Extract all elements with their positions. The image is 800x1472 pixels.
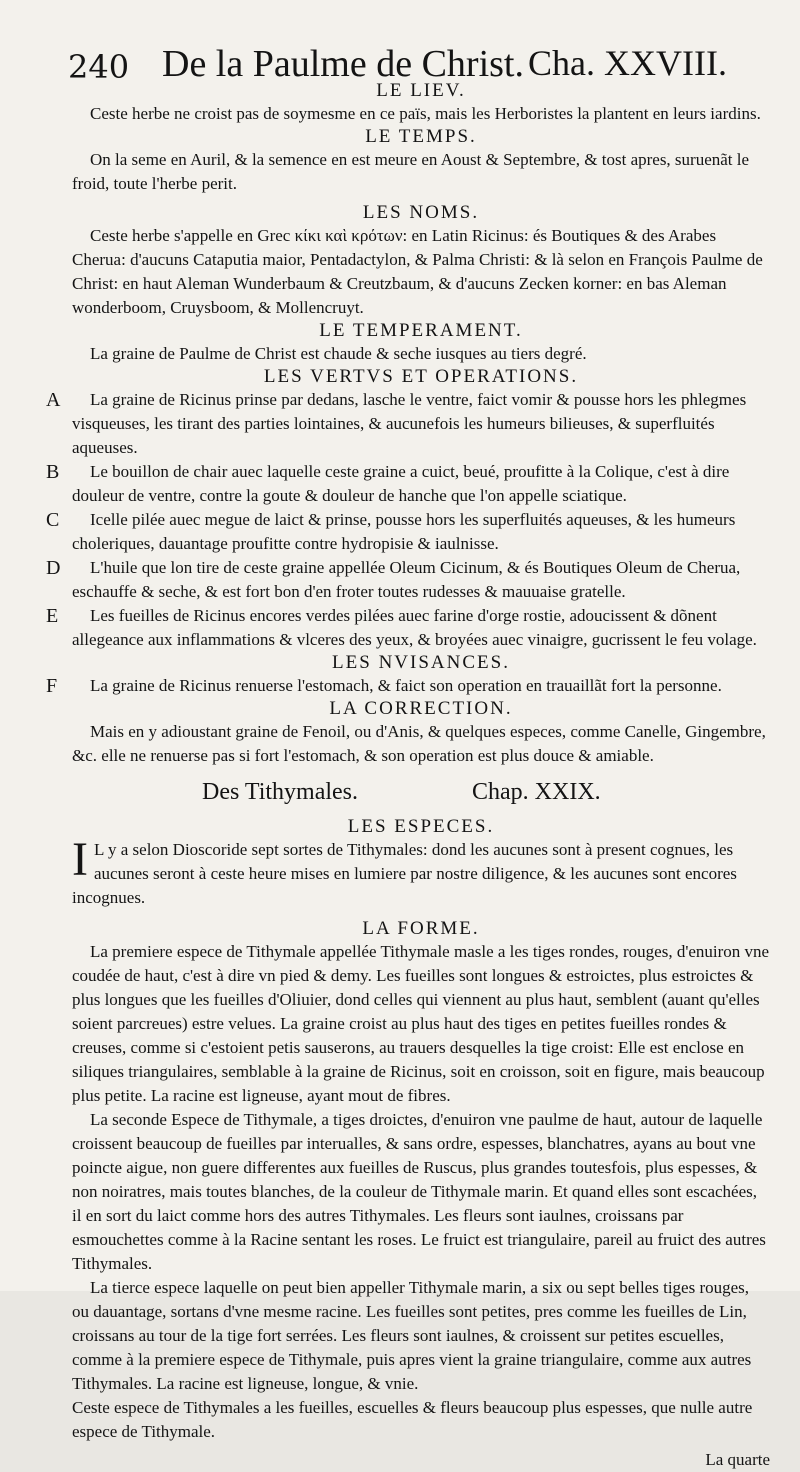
chapter-label: Chap. XXIX. [472,779,601,805]
heading-correction: LA CORRECTION. [329,698,513,719]
text-especes [72,833,770,910]
margin-letter: A [46,389,61,411]
vertu-text: Le bouillon de chair auec laquelle ceste graine a cuict, beué, proufitte à la Colique, c'est à dire douleur de ventre, contre la goute & douleur de hanche que l'on appelle sciatique. [72,462,730,505]
heading-temperament: LE TEMPERAMENT. [319,320,523,341]
heading-temps: LE TEMPS. [365,126,477,147]
page-body [46,80,770,1472]
text-noms: Ceste herbe s'appelle en Grec κίκι καὶ κρότων: en Latin Ricinus: és Boutiques & des Arabes Cherua: d'aucuns Cataputia maior, Pentadactylon, & Palma Christi: & là selon en François Paulme de Christ: en haut Aleman Wunderbaum & Creutzbaum, & d'aucuns Zecken korner: en bas Aleman wonderboom, Cruysboom, & Mollencruyt. [72,226,763,317]
chapter-heading [72,780,770,816]
forme-paragraph: Ceste espece de Tithymales a les fueilles, escuelles & fleurs beaucoup plus espesses, que nulle autre espece de Tithymale. [72,1398,753,1441]
margin-letter: F [46,675,58,697]
text-correction: Mais en y adioustant graine de Fenoil, ou d'Anis, & quelques especes, comme Canelle, Gingembre, &c. elle ne renuerse pas si fort l'estomach, & son operation est plus douce & amiable. [72,722,766,765]
text-nuisances: La graine de Ricinus renuerse l'estomach, & faict son operation en trauaillãt fort la personne. [90,676,722,695]
heading-forme: LA FORME. [362,918,480,939]
nuisance-item [46,674,770,698]
catchword: La quarte [705,1450,770,1469]
forme-paragraph: La seconde Espece de Tithymale, a tiges droictes, d'enuiron vne paulme de haut, autour de laquelle croissent beaucoup de fueilles par interualles, & sans ordre, espesses, blanchatres, ayans au bout vne poincte aigue, non guere differentes aux fueilles de Ruscus, plus grandes toutesfois, plus espesses, & non noiratres, mais toutes blanches, de la couleur de Tithymale marin. Et quand elles sont escachées, il en sort du laict comme hors des autres Tithymales. Les fleurs sont iaulnes, croissans par esmouchettes comme à la Racine sentant les roses. Le fruict est triangulaire, pareil au fruict des autres Tithymales. [72,1110,766,1273]
margin-letter: E [46,605,59,627]
text-temperament: La graine de Paulme de Christ est chaude & seche iusques au tiers degré. [90,344,587,363]
vertu-item [46,556,770,604]
text-lieu: Ceste herbe ne croist pas de soymesme en ce païs, mais les Herboristes la plantent en leurs iardins. [90,104,761,123]
running-title: De la Paulme de Christ. [162,43,524,85]
forme-paragraph: La premiere espece de Tithymale appellée Tithymale masle a les tiges rondes, rouges, d'enuiron vne coudée de haut, c'est à dire vn pied & demy. Les fueilles sont longues & estroictes, plus estroictes & plus longues que les fueilles d'Oliuier, dond celles qui viennent au plus haut, semblent (auant qu'elles soient parcreues) estre velues. La graine croist au plus haut des tiges en petites fueilles rondes & creuses, comme si c'estoient petis sauserons, au trauers desquelles la tige croist: Elle est enclose en siliques triangulaires, semblable à la graine de Ricinus, soit en croisson, soit en figure, mais beaucoup plus petite. La racine est ligneuse, ayant mout de fibres. [72,942,770,1105]
chapter-title: Des Tithymales. [202,779,359,805]
margin-letter: C [46,509,60,531]
heading-noms: LES NOMS. [362,202,480,223]
heading-vertus: LES VERTVS ET OPERATIONS. [263,366,579,387]
drop-cap: I [72,833,88,886]
vertu-item [46,508,770,556]
vertu-item [46,604,770,652]
vertu-item [46,460,770,508]
text-temps: On la seme en Auril, & la semence en est meure en Aoust & Septembre, & tost apres, suruenãt le froid, toute l'herbe perit. [72,150,750,193]
margin-letter: B [46,461,60,483]
margin-letter: D [46,557,61,579]
vertu-text: Les fueilles de Ricinus encores verdes pilées auec farine d'orge rostie, adoucissent & dõnent allegeance aux inflammations & vlceres des yeux, & broyées auec vinaigre, gucrissent le feu volage. [72,606,757,649]
heading-especes: LES ESPECES. [347,816,495,837]
heading-lieu: LE LIEV. [376,80,466,101]
vertu-text: La graine de Ricinus prinse par dedans, lasche le ventre, faict vomir & pousse hors les phlegmes visqueuses, les tirant des parties lointaines, & aucunefois les humeurs bilieuses, & superfluités aqueuses. [72,390,747,457]
page-number: 240 [68,48,130,86]
vertu-item [46,388,770,460]
vertu-text: L'huile que lon tire de ceste graine appellée Oleum Cicinum, & és Boutiques Oleum de Cherua, eschauffe & seche, & est fort bon d'en froter toutes rudesses & mauuaise gratelle. [72,558,741,601]
heading-nuisances: LES NVISANCES. [332,652,510,673]
especes-body: L y a selon Dioscoride sept sortes de Tithymales: dond les aucunes sont à present cognues, les aucunes seront à ceste heure mises en lumiere par nostre diligence, & les aucunes sont encores incognues. [72,840,737,907]
forme-paragraph: La tierce espece laquelle on peut bien appeller Tithymale marin, a six ou sept belles tiges rouges, ou dauantage, sortans d'vne mesme racine. Les fueilles sont petites, pres comme les fueilles de Lin, croissans au tour de la tige fort serrées. Les fleurs sont iaulnes, & croissent sur petites escuelles, comme à la premiere espece de Tithymale, puis apres vient la graine triangulaire, comme aux autres Tithymales. La racine est ligneuse, longue, & vnie. [72,1278,752,1393]
chapter-number: Cha. XXVIII. [528,43,727,83]
vertu-text: Icelle pilée auec megue de laict & prinse, pousse hors les superfluités aqueuses, & les humeurs choleriques, dauantage proufitte contre hydropisie & iaulnisse. [72,510,736,553]
